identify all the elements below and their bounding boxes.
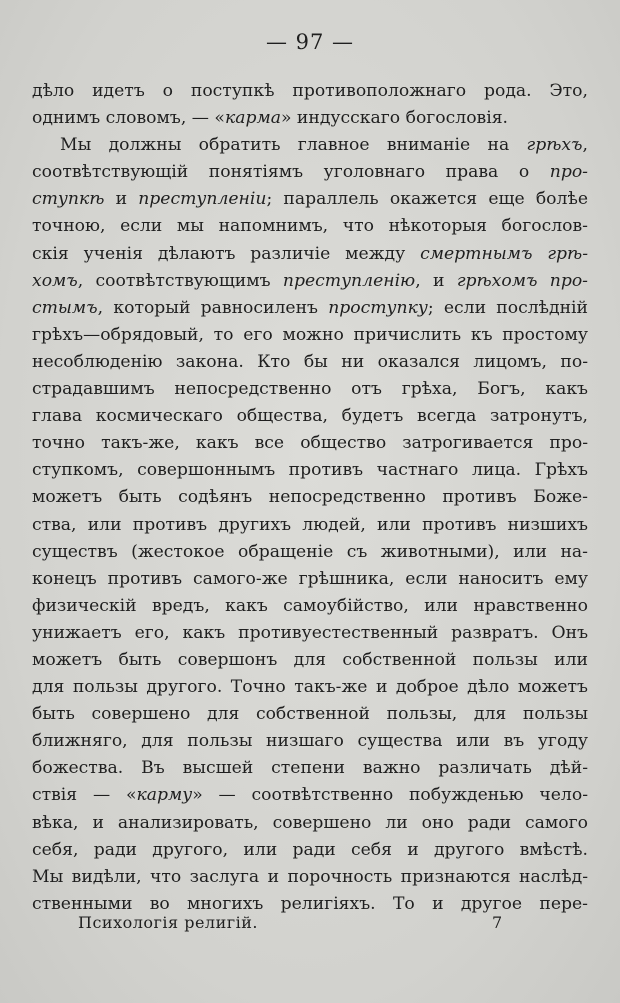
text-line: [32, 782, 588, 809]
text-line: [32, 268, 588, 295]
text-segment: соотвѣтствующій понятіямъ уголовнаго права о: [32, 162, 550, 183]
text-line: [32, 755, 588, 782]
page-number: — 97 —: [265, 30, 355, 54]
text-line: [32, 78, 588, 105]
text-segment: несоблюденію закона. Кто бы ни оказался лицомъ, по-: [32, 351, 588, 372]
text-segment: ближняго, для пользы низшаго существа или въ угоду: [32, 731, 588, 752]
text-line: [32, 701, 588, 728]
running-title: Психологія религій.: [78, 913, 258, 932]
text-line: [32, 322, 588, 349]
text-line: [32, 457, 588, 484]
text-segment: , соотвѣтствующимъ: [77, 270, 283, 291]
text-line: [32, 430, 588, 457]
text-segment: физическій вредъ, какъ самоубійство, или нравственно: [32, 595, 588, 616]
text-segment: Мы должны обратить главное вниманіе на: [60, 135, 527, 156]
text-segment: дѣло идетъ о поступкѣ противоположнаго рода. Это,: [32, 81, 588, 101]
text-segment: ственными во многихъ религіяхъ. То и другое пере-: [32, 893, 588, 914]
text-segment: глава космическаго общества, будетъ всегда затронутъ,: [32, 406, 588, 427]
text-segment: ,: [582, 135, 588, 156]
italic-term: ступкѣ: [32, 189, 105, 210]
text-segment: и: [104, 189, 139, 210]
text-line: [32, 376, 588, 403]
text-segment: Мы видѣли, что заслуга и порочность признаются наслѣд-: [32, 866, 588, 887]
text-segment: ступкомъ, совершоннымъ противъ частнаго лица. Грѣхъ: [32, 460, 588, 481]
text-segment: точною, если мы напомнимъ, что нѣкоторыя богослов-: [32, 216, 588, 237]
text-line: [32, 512, 588, 539]
text-line: [32, 728, 588, 755]
text-line: [32, 105, 588, 132]
text-segment: ства, или противъ другихъ людей, или противъ низшихъ: [32, 514, 588, 535]
italic-term: карму: [136, 785, 193, 806]
text-segment: » — соотвѣтственно побужденью чело-: [192, 785, 588, 806]
italic-term: грѣхомъ про-: [456, 270, 588, 291]
text-line: [32, 539, 588, 566]
text-segment: » индусскаго богословія.: [280, 108, 509, 129]
italic-term: стымъ: [32, 297, 98, 318]
text-line: [32, 593, 588, 620]
text-segment: можетъ быть совершонъ для собственной пользы или: [32, 649, 588, 670]
text-segment: для пользы другого. Точно такъ-же и доброе дѣло можетъ: [32, 677, 588, 698]
text-line: [32, 186, 588, 213]
text-segment: себя, ради другого, или ради себя и другого вмѣстѣ.: [32, 839, 588, 860]
text-segment: грѣхъ—обрядовый, то его можно причислить къ простому: [32, 324, 588, 345]
italic-term: проступку: [328, 297, 428, 318]
text-line: [32, 132, 588, 159]
text-segment: ствія — «: [32, 785, 137, 806]
text-segment: быть совершено для собственной пользы, для пользы: [32, 704, 588, 725]
italic-term: карма: [224, 108, 281, 129]
text-line: [32, 620, 588, 647]
text-segment: однимъ словомъ, — «: [32, 108, 225, 129]
italic-term: про-: [549, 162, 588, 183]
text-line: [32, 674, 588, 701]
italic-term: преступленію: [282, 270, 416, 291]
text-segment: можетъ быть содѣянъ непосредственно противъ Боже-: [32, 487, 588, 508]
text-line: [32, 241, 588, 268]
body-text: [32, 78, 588, 918]
text-line: [32, 566, 588, 593]
text-segment: страдавшимъ непосредственно отъ грѣха, Богъ, какъ: [32, 379, 588, 400]
text-line: [32, 213, 588, 240]
text-line: [32, 647, 588, 674]
text-segment: скія ученія дѣлаютъ различіе между: [32, 243, 421, 264]
text-segment: существъ (жестокое обращеніе съ животными), или на-: [32, 541, 588, 562]
italic-term: преступленіи: [138, 189, 267, 210]
text-segment: конецъ противъ самого-же грѣшника, если наноситъ ему: [32, 568, 588, 589]
italic-term: смертнымъ грѣ-: [420, 243, 588, 264]
text-segment: , и: [415, 270, 457, 291]
text-segment: вѣка, и анализировать, совершено ли оно ради самого: [32, 812, 588, 833]
text-line: [32, 864, 588, 891]
signature-number: 7: [492, 913, 503, 932]
text-segment: точно такъ-же, какъ все общество затрогивается про-: [32, 433, 588, 454]
text-segment: унижаетъ его, какъ противуестественный развратъ. Онъ: [32, 622, 588, 643]
text-segment: божества. Въ высшей степени важно различать дѣй-: [32, 758, 588, 779]
text-line: [32, 403, 588, 430]
text-line: [32, 484, 588, 511]
text-segment: , который равносиленъ: [97, 297, 329, 318]
italic-term: грѣхъ: [526, 135, 583, 156]
text-line: [32, 349, 588, 376]
text-line: [32, 810, 588, 837]
text-line: [32, 159, 588, 186]
page-footer: [78, 913, 518, 932]
text-segment: ; если послѣдній: [427, 297, 588, 318]
italic-term: хомъ: [32, 270, 78, 291]
text-segment: ; параллель окажется еще болѣе: [266, 189, 588, 210]
text-line: [32, 837, 588, 864]
text-line: [32, 295, 588, 322]
